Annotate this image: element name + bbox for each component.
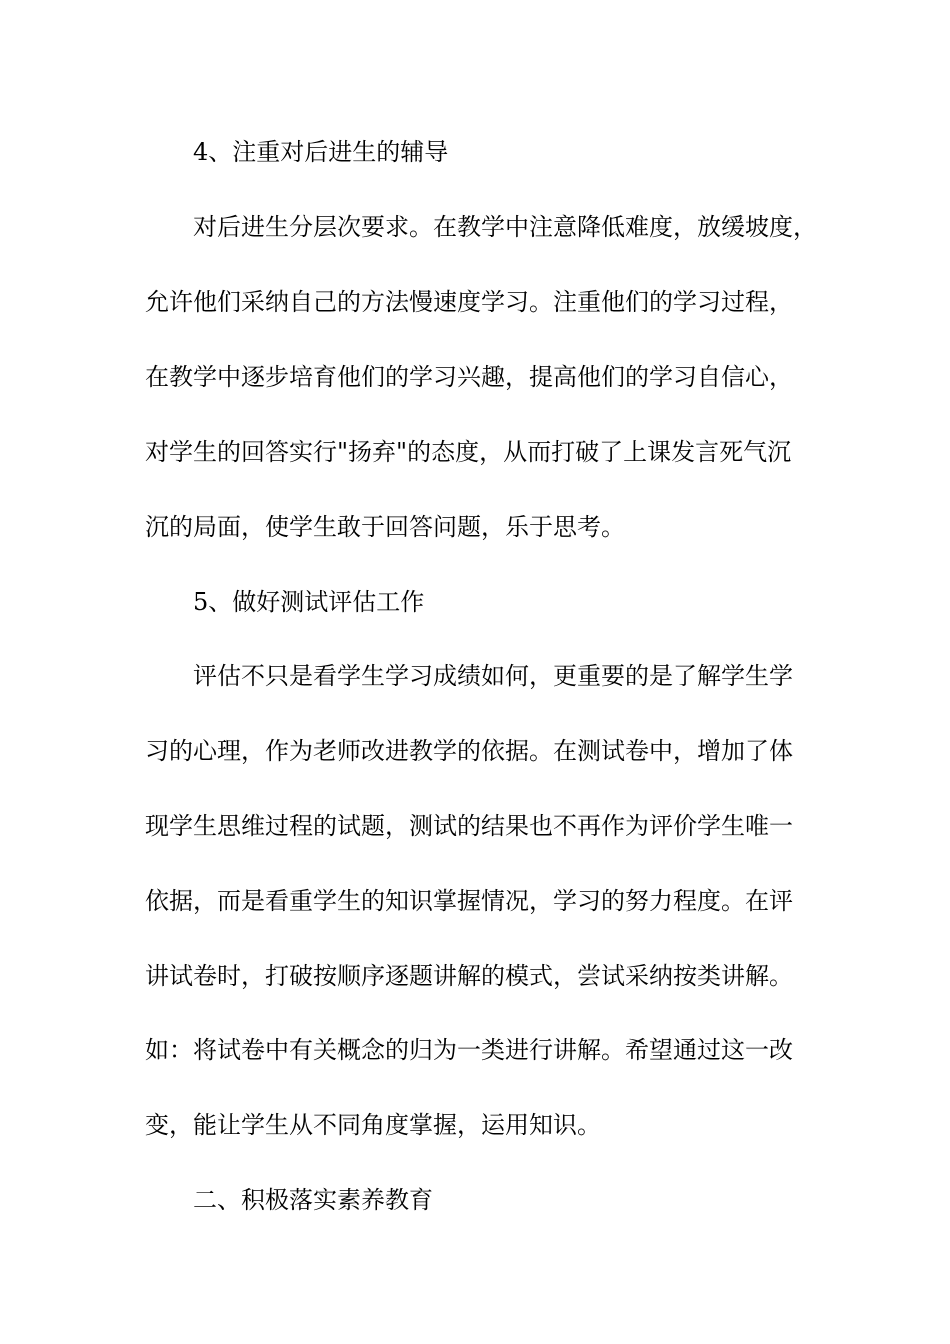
paragraph-line: 允许他们采纳自己的方法慢速度学习。注重他们的学习过程， — [145, 288, 793, 316]
paragraph-line: 如：将试卷中有关概念的归为一类进行讲解。希望通过这一改 — [145, 1036, 793, 1064]
paragraph-line: 现学生思维过程的试题，测试的结果也不再作为评价学生唯一 — [145, 812, 793, 840]
paragraph-line: 对后进生分层次要求。在教学中注意降低难度，放缓坡度， — [193, 213, 817, 241]
paragraph-line: 依据，而是看重学生的知识掌握情况，学习的努力程度。在评 — [145, 887, 793, 915]
paragraph-line: 在教学中逐步培育他们的学习兴趣，提高他们的学习自信心， — [145, 363, 793, 391]
paragraph-line: 对学生的回答实行"扬弃"的态度，从而打破了上课发言死气沉 — [145, 438, 792, 466]
heading-5: 5、做好测试评估工作 — [193, 588, 425, 616]
heading-4: 4、注重对后进生的辅导 — [193, 138, 449, 166]
paragraph-line: 评估不只是看学生学习成绩如何，更重要的是了解学生学 — [193, 662, 793, 690]
paragraph-line: 变，能让学生从不同角度掌握，运用知识。 — [145, 1111, 601, 1139]
paragraph-line: 沉的局面，使学生敢于回答问题，乐于思考。 — [145, 513, 625, 541]
paragraph-line: 讲试卷时，打破按顺序逐题讲解的模式，尝试采纳按类讲解。 — [145, 962, 793, 990]
paragraph-line: 习的心理，作为老师改进教学的依据。在测试卷中，增加了体 — [145, 737, 793, 765]
section-heading-2: 二、积极落实素养教育 — [193, 1186, 433, 1214]
